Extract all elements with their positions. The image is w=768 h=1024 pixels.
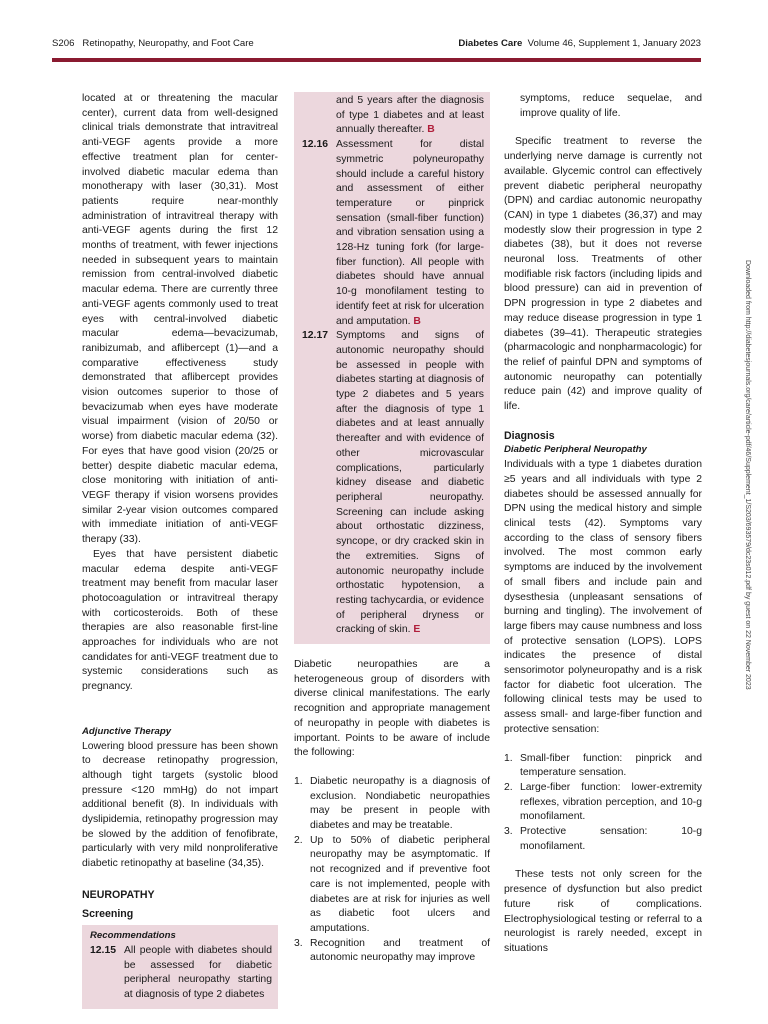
paragraph: These tests not only screen for the presence of dysfunction but also predict future risk of complications. Electrophysiological testing or referral to a neurologist is rarely needed, except in situations xyxy=(504,869,702,954)
download-watermark xyxy=(739,260,751,820)
header-left xyxy=(52,38,254,49)
section-title: Retinopathy, Neuropathy, and Foot Care xyxy=(82,38,254,49)
list-item: 2. Up to 50% of diabetic peripheral neuropathy may be asymptomatic. If not recognized and if preventive foot care is not implemented, people with diabetes are at risk for injuries as well as diabetic foot ulcers and amputations. xyxy=(294,834,490,934)
list-item: 3. Protective sensation: 10-g monofilament. xyxy=(504,826,702,852)
heading-screening: Screening xyxy=(82,907,134,920)
recommendation-number: 12.17 xyxy=(302,330,329,342)
paragraph: located at or threatening the macular center), current data from well-designed clinical trials demonstrate that intravitreal anti-VEGF agents provide a more effective treatment plan for center-involved diabetic macular edema than monotherapy with laser (30,31). Most patients require near-monthly administration of intravitreal therapy with anti-VEGF agents during the first 12 months of treatment, with fewer injections needed in subsequent years to maintain remission from central-involved diabetic macular edema. There are currently three anti-VEGF agents commonly used to treat eyes with central-involved diabetic macular edema—bevacizumab, ranibizumab, and aflibercept (1)—and a comparative effectiveness study demonstrated that aflibercept provides vision outcomes superior to those of bevacizumab when eyes have moderate visual impairment (vision of 20/50 or worse) from diabetic macular edema (32). For eyes that have good vision (20/25 or better) despite diabetic macular edema, close monitoring with initiation of anti-VEGF therapy if vision worsens provides similar 2-year vision outcomes compared with immediate initiation of anti-VEGF therapy (33). xyxy=(82,93,278,546)
recommendation-text: and 5 years after the diagnosis of type 1 diabetes and at least annually thereafter. xyxy=(336,95,484,136)
list-item: 1. Diabetic neuropathy is a diagnosis of exclusion. Nondiabetic neuropathies may be present in people with diabetes and may be treatable. xyxy=(294,775,490,832)
header-right xyxy=(458,38,701,49)
paragraph: symptoms, reduce sequelae, and improve quality of life. xyxy=(520,93,702,119)
tests-list xyxy=(504,752,702,855)
list-item: 2. Large-fiber function: lower-extremity reflexes, vibration perception, and 10-g monofilament. xyxy=(504,781,702,823)
recommendation-12-15-cont xyxy=(302,94,484,138)
recommendation-text: Assessment for distal symmetric polyneuropathy should include a careful history and assessment of either temperature or pinprick sensation (small-fiber function) and vibration sensation using a 128-Hz tuning fork (for large-fiber function). All people with diabetes should have annual 10-g monofilament testing to identify feet at risk for ulceration and amputation. xyxy=(336,139,484,327)
recommendation-12-16 xyxy=(302,138,484,329)
paragraph: Eyes that have persistent diabetic macular edema despite anti-VEGF treatment may benefit from macular laser photocoagulation or intravitreal therapy with corticosteroids. Both of these therapies are also reasonable first-line approaches for individuals who are not candidates for anti-VEGF treatment due to systemic considerations such as pregnancy. xyxy=(82,548,278,693)
paragraph: Lowering blood pressure has been shown to decrease retinopathy progression, although tight targets (systolic blood pressure <120 mmHg) do not impart additional benefit (8). In individuals with dyslipidemia, retinopathy progression may be slowed by the addition of fenofibrate, particularly with very mild nonproliferative diabetic retinopathy at baseline (34,35). xyxy=(82,740,278,870)
recommendation-text: Symptoms and signs of autonomic neuropathy should be assessed in people with diabetes starting at diagnosis of type 2 diabetes and 5 years after the diagnosis of type 1 diabetes and at least annually thereafter and with evidence of other microvascular complications, particularly kidney disease and diabetic peripheral neuropathy. Screening can include asking about orthostatic dizziness, syncope, or dry cracked skin in the extremities. Signs of autonomic neuropathy include orthostatic hypotension, a resting tachycardia, or evidence of peripheral dryness or cracking of skin. xyxy=(336,330,484,636)
list-item: 3. Recognition and treatment of autonomic neuropathy may improve xyxy=(294,937,490,964)
heading-neuropathy: NEUROPATHY xyxy=(82,888,155,901)
journal-name: Diabetes Care xyxy=(458,38,523,49)
recommendation-number: 12.15 xyxy=(90,944,117,956)
download-notice: Downloaded from http://diabetesjournals.org/care/article-pdf/46/Supplement_1/S203/693579/dc23s012.pdf by guest on 22 November 2023 xyxy=(744,260,751,690)
recommendations-box-continued xyxy=(294,92,490,644)
header-rule xyxy=(52,58,701,62)
subheading-dpn: Diabetic Peripheral Neuropathy xyxy=(504,444,647,456)
column-3 xyxy=(504,92,702,957)
paragraph: Individuals with a type 1 diabetes duration ≥5 years and all individuals with type 2 diabetes should be assessed annually for DPN using the medical history and simple clinical tests (42). Symptoms vary according to the class of sensory fibers involved. The most common early symptoms are induced by the involvement of small fibers and include pain and dysesthesia (unpleasant sensations of burning and tingling). The involvement of large fibers may cause numbness and loss of protective sensation (LOPS). LOPS indicates the presence of distal sensorimotor polyneuropathy and is a risk factor for diabetic foot ulceration. The following clinical tests may be used to assess small- and large-fiber function and protective sensation: xyxy=(504,459,702,735)
subheading-adjunctive-therapy: Adjunctive Therapy xyxy=(82,725,172,737)
issue-info: Volume 46, Supplement 1, January 2023 xyxy=(527,38,701,49)
recommendations-title: Recommendations xyxy=(90,930,176,942)
recommendation-12-15 xyxy=(90,944,272,1003)
recommendation-number: 12.16 xyxy=(302,139,329,151)
points-list xyxy=(294,775,490,966)
paragraph: Diabetic neuropathies are a heterogeneous group of disorders with diverse clinical manifestations. The early recognition and appropriate management of neuropathy in people with diabetes is important. Points to be aware of include the following: xyxy=(294,659,490,759)
heading-diagnosis: Diagnosis xyxy=(504,429,555,442)
paragraph: Specific treatment to reverse the underlying nerve damage is currently not available. Glycemic control can effectively prevent diabetic peripheral neuropathy (DPN) and cardiac autonomic neuropathy (CAN) in type 1 diabetes (36,37) and may modestly slow their progression in type 2 diabetes (38), but it does not reverse neuronal loss. Treatments of other modifiable risk factors (including lipids and blood pressure) can aid in prevention of DPN progression in type 2 diabetes and may reduce disease progression in type 1 diabetes (39–41). Therapeutic strategies (pharmacologic and nonpharmacologic) for the relief of painful DPN and symptoms of autonomic neuropathy can potentially reduce pain (42) and improve quality of life. xyxy=(504,136,702,413)
list-item: 1. Small-fiber function: pinprick and temperature sensation. xyxy=(504,752,702,779)
evidence-grade: B xyxy=(427,124,435,136)
running-header xyxy=(52,38,701,54)
page-number: S206 xyxy=(52,38,75,49)
evidence-grade: B xyxy=(413,315,421,327)
column-2 xyxy=(294,92,490,966)
column-1 xyxy=(82,92,278,1009)
recommendation-12-17 xyxy=(302,329,484,638)
recommendation-text: All people with diabetes should be assessed for diabetic peripheral neuropathy starting at diagnosis of type 2 diabetes xyxy=(124,944,272,1001)
recommendations-box xyxy=(82,925,278,1009)
evidence-grade: E xyxy=(413,624,421,636)
